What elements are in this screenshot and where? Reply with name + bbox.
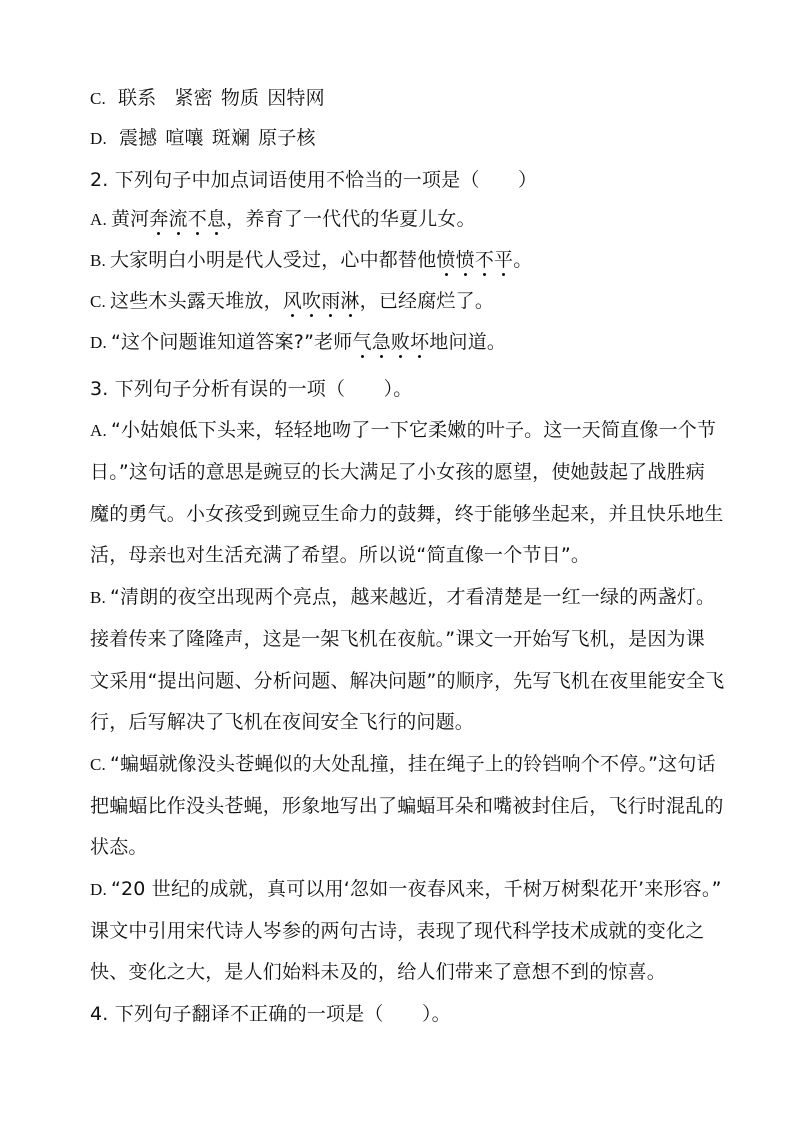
emphasis-char: 息 [206,208,227,230]
q3-option-a-line: 日。”这句话的意思是豌豆的长大满足了小女孩的愿望，使她鼓起了战胜病 [90,461,705,483]
q3-option-a-line [90,418,716,443]
emphasis-char: 风 [282,290,303,312]
q1-option-c [90,86,325,111]
option-label: D. [90,880,107,899]
q3-option-a-line: 魔的勇气。小女孩受到豌豆生命力的鼓舞，终于能够坐起来，并且快乐地生 [90,503,724,525]
option-label: B. [90,251,106,270]
emphasis-char: 愤 [436,249,456,271]
text: “这个问题谁知道答案?”老师 [110,331,353,353]
word: 紧密 [174,87,213,109]
emphasized-phrase [149,208,226,230]
text: 大家明白小明是代人受过，心中都替他 [110,249,437,271]
text: “蝙蝠就像没头苍蝇似的大处乱撞，挂在绳子上的铃铛响个不停。”这句话 [110,753,716,775]
word: 原子核 [258,127,316,149]
option-label: A. [90,421,107,440]
q1-option-d [90,126,316,151]
q2-option-b [90,248,532,273]
emphasis-char: 愤 [455,249,475,271]
emphasis-char: 淋 [340,290,360,312]
word: 喧嚷 [165,127,204,149]
emphasis-char: 流 [168,208,188,230]
emphasis-char: 吹 [302,290,322,312]
text: “清朗的夜空出现两个亮点，越来越近，才看清楚是一红一绿的两盏灯。 [110,586,716,608]
text: “小姑娘低下头来，轻轻地吻了一下它柔嫩的叶子。这一天简直像一个节 [110,419,717,441]
option-label: C. [90,89,106,108]
text: 。 [513,249,533,271]
emphasis-char: 平 [494,249,514,271]
emphasis-char: 不 [474,249,495,271]
emphasis-char: 急 [371,331,391,353]
text: 黄河 [110,208,150,230]
q4-stem: 4. 下列句子翻译不正确的一项是（ ）。 [90,1003,451,1025]
option-label: D. [90,129,107,148]
q3-option-d-line: 课文中引用宋代诗人岑参的两句古诗，表现了现代科学技术成就的变化之 [90,920,705,942]
word: 因特网 [267,87,325,109]
emphasis-char: 坏 [410,331,430,353]
text: 地问道。 [429,331,507,353]
option-label: C. [90,755,106,774]
q3-option-a-line: 活，母亲也对生活充满了希望。所以说“简直像一个节日”。 [90,544,591,566]
q3-option-d-line [90,877,722,902]
emphasized-phrase [283,290,360,312]
option-label: C. [90,292,106,311]
emphasized-phrase [353,331,430,353]
q2-option-c [90,289,494,314]
q2-option-a [90,207,476,232]
q3-option-b-line [90,585,715,610]
q3-option-b-line: 接着传来了隆隆声，这是一架飞机在夜航。”课文一开始写飞机，是因为课 [90,628,705,650]
q3-option-c-line: 状态。 [90,836,148,858]
option-label: B. [90,588,106,607]
option-label: A. [90,210,107,229]
option-label: D. [90,333,107,352]
text: ，已经腐烂了。 [359,290,495,312]
q2-stem: 2. 下列句子中加点词语使用不恰当的一项是（ ） [90,169,538,191]
emphasis-char: 奔 [149,208,169,230]
q3-stem: 3. 下列句子分析有误的一项（ ）。 [90,378,413,400]
q3-option-b-line: 行，后写解决了飞机在夜间安全飞行的问题。 [90,711,475,733]
text: ，养育了一代代的华夏儿女。 [226,208,476,230]
q3-option-d-line: 快、变化之大，是人们始料未及的，给人们带来了意想不到的惊喜。 [90,961,667,983]
word: 斑斓 [211,127,251,149]
emphasis-char: 败 [390,331,411,353]
q2-option-d [90,330,506,355]
emphasis-char: 雨 [321,290,341,312]
word: 物质 [220,87,260,109]
emphasis-char: 气 [352,331,372,353]
word: 联系 [118,87,157,109]
q3-option-c-line: 把蝙蝠比作没头苍蝇，形象地写出了蝙蝠耳朵和嘴被封住后，飞行时混乱的 [90,795,724,817]
emphasized-phrase [436,249,513,271]
q3-option-b-line: 文采用“提出问题、分析问题、解决问题”的顺序，先写飞机在夜里能安全飞 [90,670,725,692]
text: 这些木头露天堆放， [110,290,283,312]
word: 震撼 [118,127,158,149]
text: “20 世纪的成就，真可以用‘忽如一夜春风来，千树万树梨花开’来形容。” [110,878,722,900]
q3-option-c-line [90,752,716,777]
emphasis-char: 不 [187,208,207,230]
